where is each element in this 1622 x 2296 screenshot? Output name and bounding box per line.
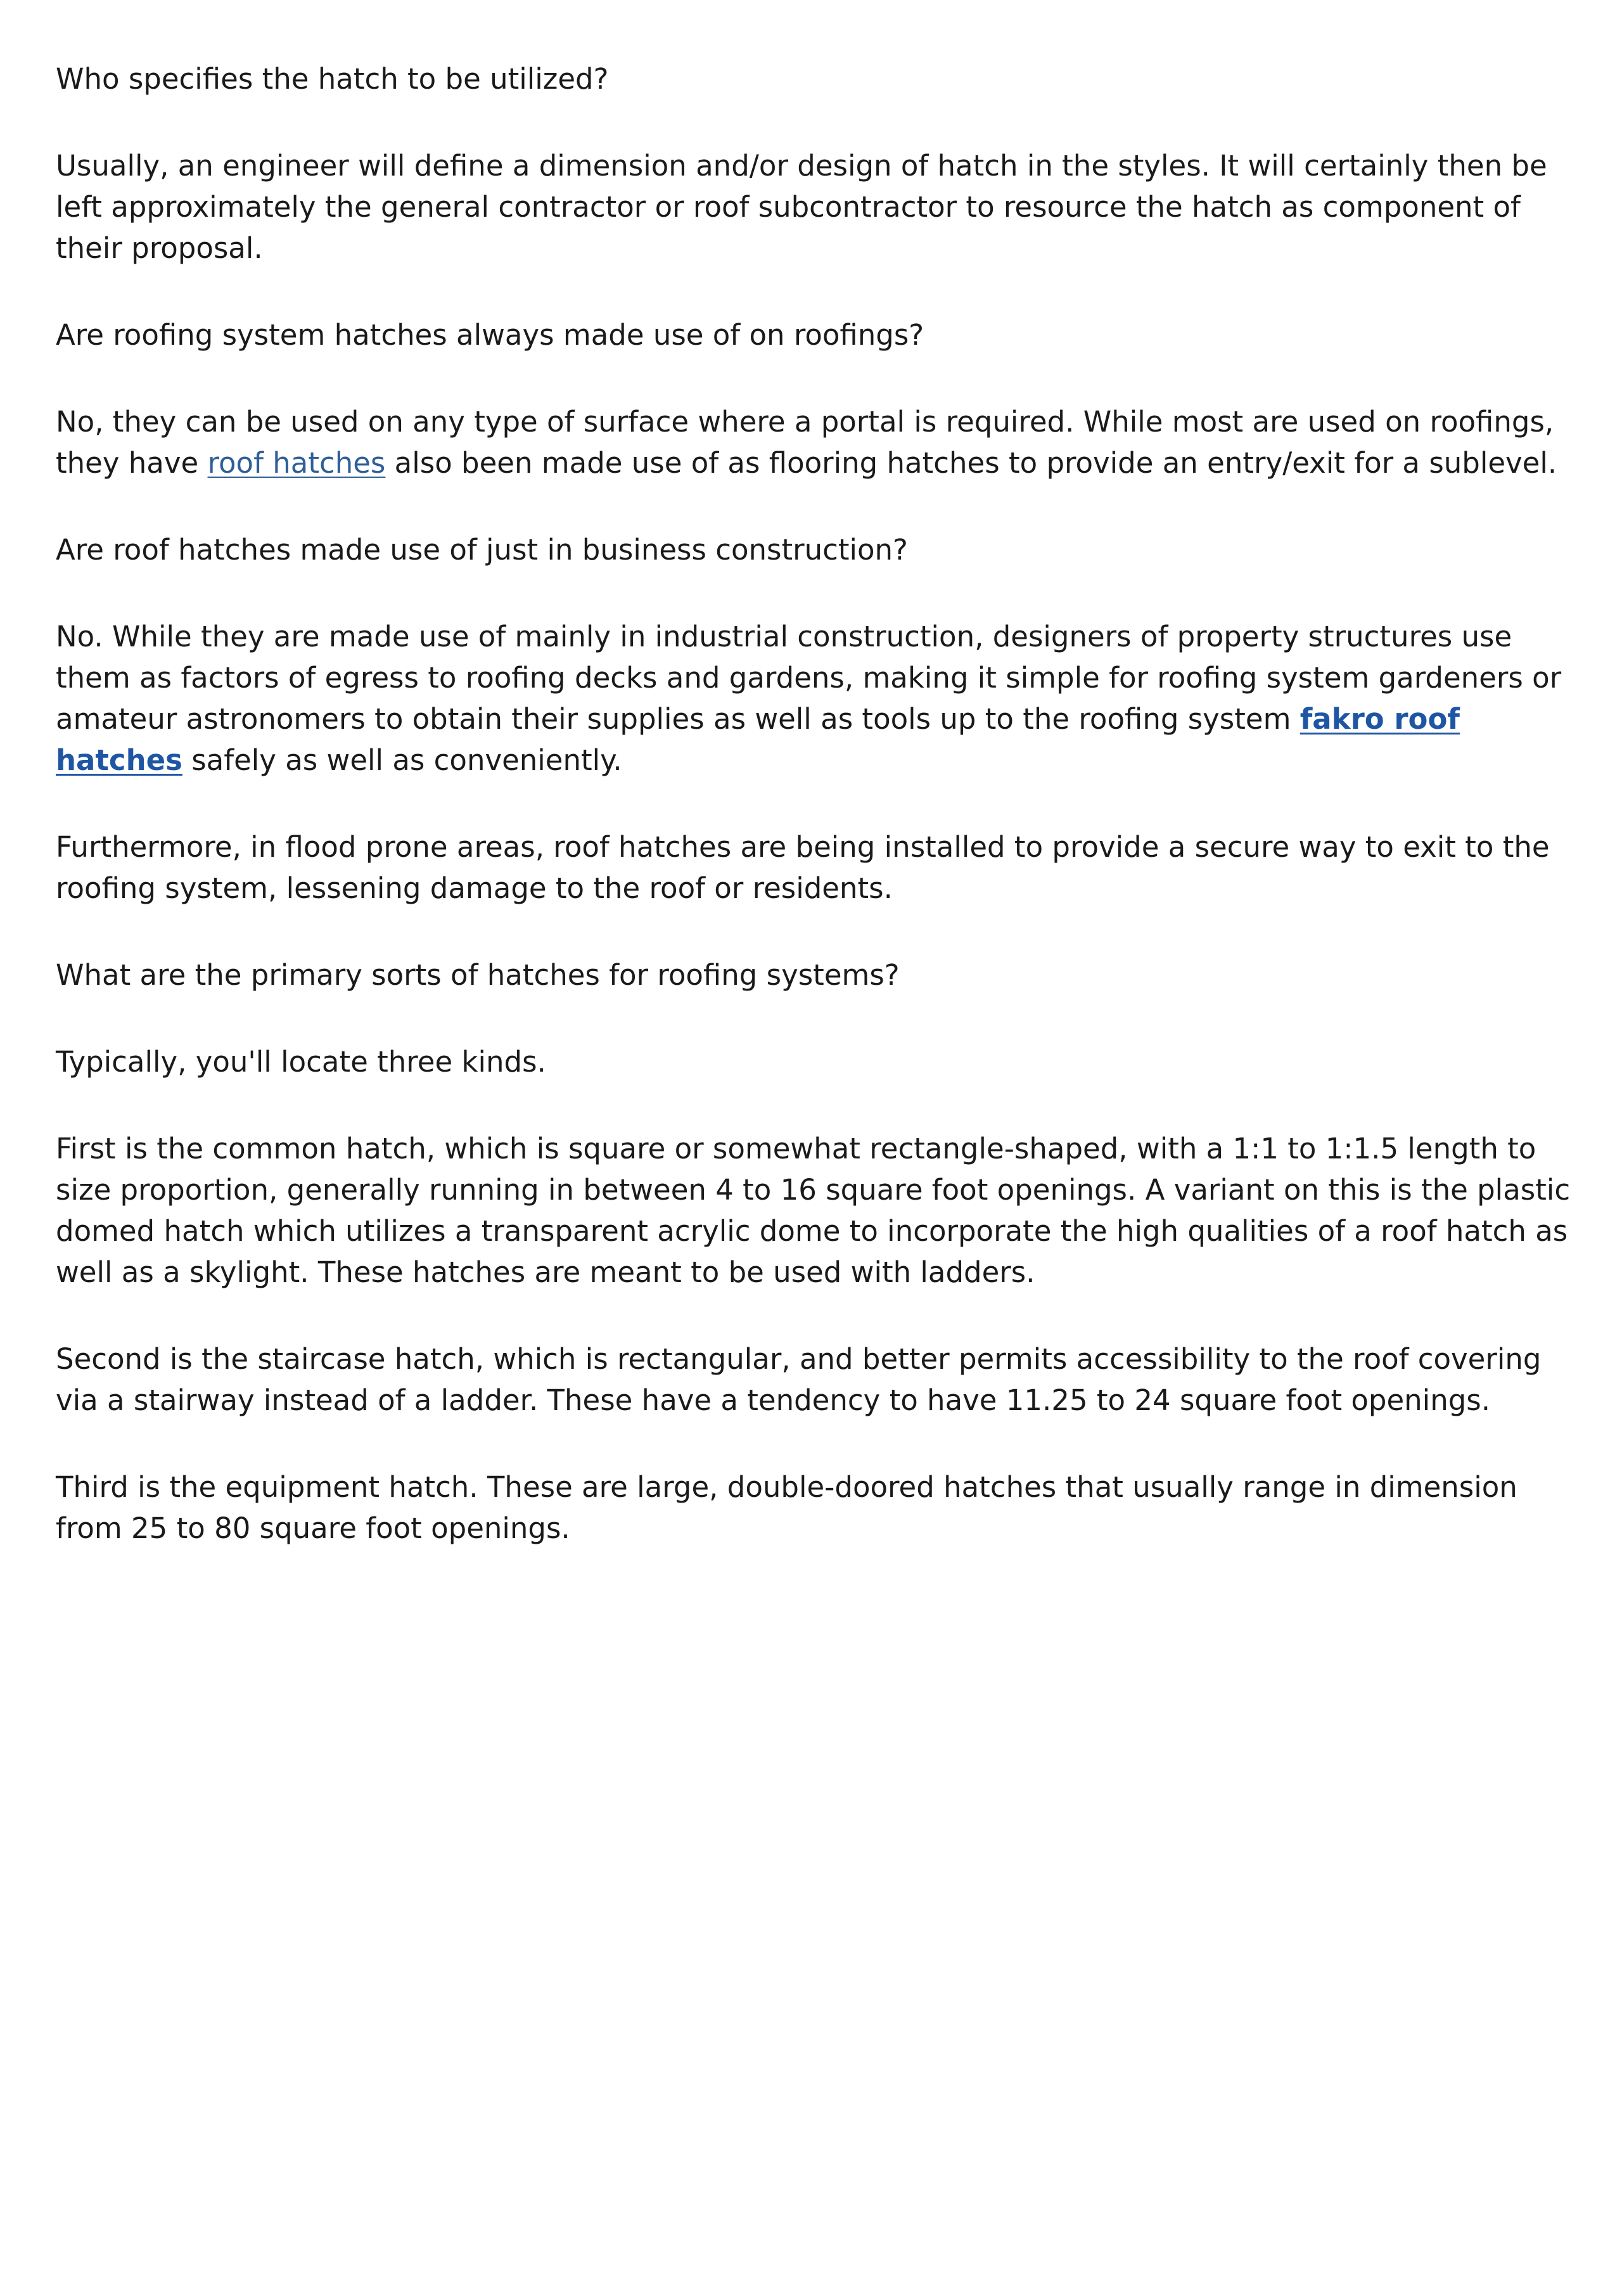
answer-business-construction (56, 616, 1576, 781)
document-page (56, 58, 1576, 1594)
paragraph-text: also been made use of as flooring hatches to provide an entry/exit for a sublevel. (385, 446, 1557, 480)
three-kinds-paragraph: Typically, you'll locate three kinds. (56, 1045, 546, 1079)
question-business-construction: Are roof hatches made use of just in business construction? (56, 533, 908, 567)
flood-prone-paragraph: Furthermore, in flood prone areas, roof hatches are being installed to provide a secure way to exit to the roofing system, lessening damage to the roof or residents. (56, 830, 1550, 905)
equipment-hatch-paragraph: Third is the equipment hatch. These are large, double-doored hatches that usually range in dimension from 25 to 80 square foot openings. (56, 1470, 1517, 1545)
roof-hatches-link[interactable]: roof hatches (207, 446, 386, 480)
question-primary-sorts: What are the primary sorts of hatches for roofing systems? (56, 958, 900, 992)
answer-always-on-roofings (56, 401, 1576, 484)
question-who-specifies: Who specifies the hatch to be utilized? (56, 62, 609, 96)
answer-who-specifies: Usually, an engineer will define a dimension and/or design of hatch in the styles. It will certainly then be left approximately the general contractor or roof subcontractor to resource the hatch as component of their proposal. (56, 149, 1547, 265)
fakro-roof-hatches-link[interactable]: fakro roof hatches (56, 702, 1460, 777)
paragraph-text: safely as well as conveniently. (182, 743, 622, 777)
paragraph-text: No, they can be used on any type of surface where a portal is required. While most are used on roofings, they have (56, 405, 1554, 480)
paragraph-text: No. While they are made use of mainly in industrial construction, designers of property structures use them as factors of egress to roofing decks and gardens, making it simple for roofing system gardeners or amateur astronomers to obtain their supplies as well as tools up to the roofing system (56, 620, 1562, 736)
staircase-hatch-paragraph: Second is the staircase hatch, which is rectangular, and better permits accessibility to the roof covering via a stairway instead of a ladder. These have a tendency to have 11.25 to 24 square foot openings. (56, 1342, 1542, 1417)
common-hatch-paragraph: First is the common hatch, which is square or somewhat rectangle-shaped, with a 1:1 to 1:1.5 length to size proportion, generally running in between 4 to 16 square foot openings. A variant on this is the plastic domed hatch which utilizes a transparent acrylic dome to incorporate the high qualities of a roof hatch as well as a skylight. These hatches are meant to be used with ladders. (56, 1132, 1571, 1289)
question-always-on-roofings: Are roofing system hatches always made use of on roofings? (56, 318, 924, 352)
